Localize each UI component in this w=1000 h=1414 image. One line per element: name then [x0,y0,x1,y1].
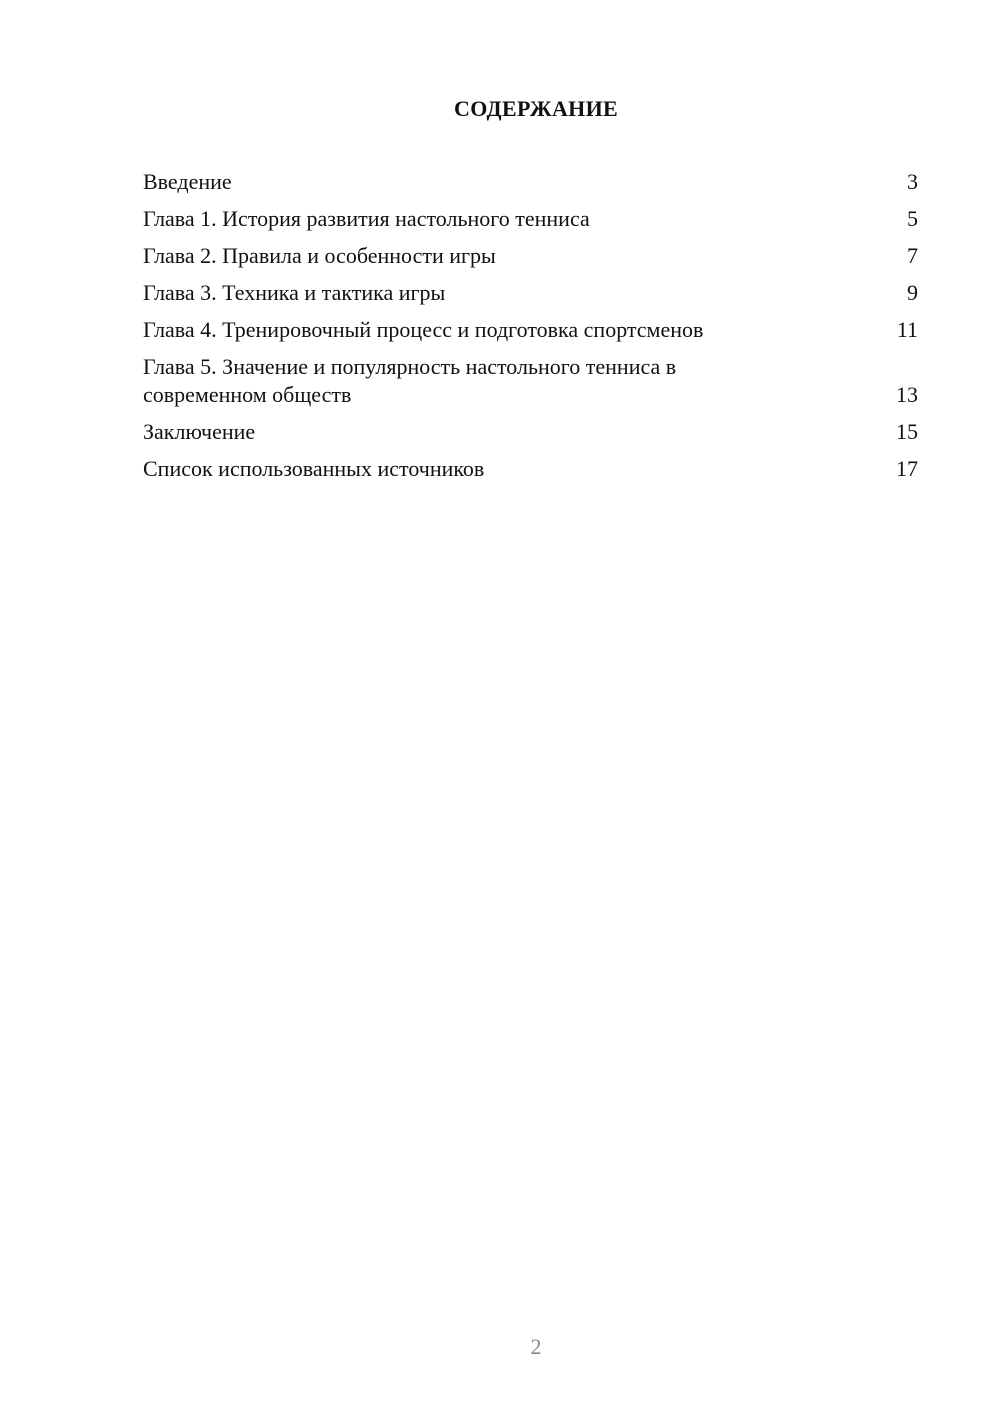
toc-entry-page: 11 [896,317,918,342]
toc-entry-conclusion [143,418,918,446]
toc-entry-page: 3 [907,169,918,194]
toc-entry-page: 5 [907,206,918,231]
toc-entry-page: 17 [896,456,918,481]
toc-entry-label: Глава 1. История развития настольного тенниса [143,206,590,231]
toc-entry-label: Список использованных источников [143,456,485,481]
toc-entry-page: 13 [896,382,918,407]
toc-entry-chapter-5 [143,353,918,409]
toc-entry-label: Глава 5. Значение и популярность настольного тенниса в современном обществ [143,354,677,407]
toc-entry-chapter-1 [143,205,918,233]
toc-entry-page: 15 [896,419,918,444]
toc-entry-introduction [143,168,918,196]
toc-entry-label: Глава 4. Тренировочный процесс и подготовка спортсменов [143,317,704,342]
toc-entry-label: Введение [143,169,232,194]
toc-entry-chapter-2 [143,242,918,270]
table-of-contents [143,168,918,492]
toc-entry-label: Глава 2. Правила и особенности игры [143,243,496,268]
page-number: 2 [530,1334,542,1359]
toc-entry-chapter-3 [143,279,918,307]
toc-entry-label: Глава 3. Техника и тактика игры [143,280,446,305]
toc-entry-page: 9 [907,280,918,305]
toc-entry-page: 7 [907,243,918,268]
page-title: СОДЕРЖАНИЕ [454,96,618,121]
toc-entry-label: Заключение [143,419,256,444]
toc-entry-chapter-4 [143,316,918,344]
toc-entry-references [143,455,918,483]
